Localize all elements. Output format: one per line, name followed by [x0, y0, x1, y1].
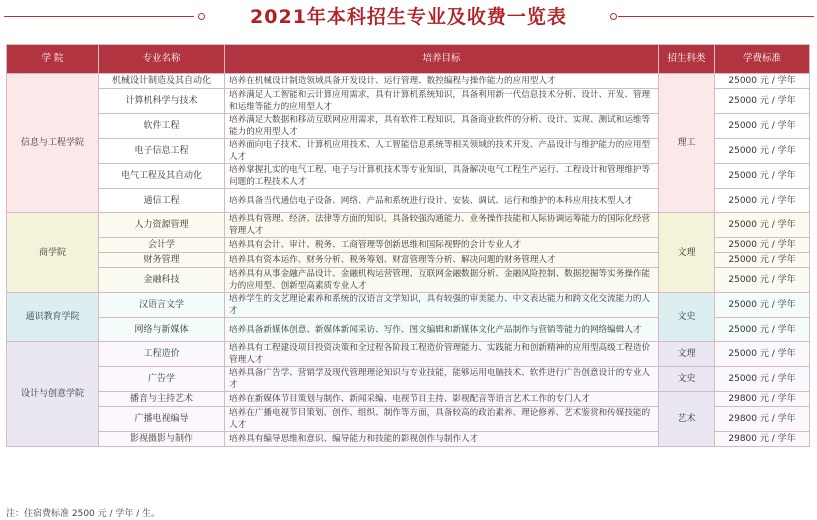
goal-cell: 培养具有管理、经济、法律等方面的知识，具备较强沟通能力、业务操作技能和人际协调运筹能力的国际化经营管理人才: [225, 213, 659, 238]
goal-cell: 培养具备新媒体创意、新媒体新闻采访、写作、图文编辑和新媒体文化产品制作与营销等能力的网络编辑人才: [225, 318, 659, 342]
fee-cell: 29800 元 / 学年: [715, 432, 810, 447]
fee-cell: 29800 元 / 学年: [715, 392, 810, 407]
college-cell: 设计与创意学院: [7, 342, 99, 447]
major-cell: 机械设计制造及其自动化: [99, 74, 225, 89]
fee-cell: 25000 元 / 学年: [715, 318, 810, 342]
fee-cell: 25000 元 / 学年: [715, 164, 810, 189]
table-row: [7, 367, 810, 392]
table-header-row: [7, 45, 810, 74]
goal-cell: 培养具备广告学、营销学及现代管理理论知识与专业技能，能够运用电脑技术、软件进行广告创意设计的专业人才: [225, 367, 659, 392]
fee-cell: 29800 元 / 学年: [715, 407, 810, 432]
goal-cell: 培养学生的文艺理论素养和系统的汉语言文学知识，具有较强的审美能力、中文表达能力和跨文化交流能力的人才: [225, 293, 659, 318]
major-cell: 会计学: [99, 238, 225, 253]
goal-cell: 培养具有会计、审计、税务、工商管理等创新思维和国际视野的会计专业人才: [225, 238, 659, 253]
goal-cell: 培养在新媒体节目策划与制作、新闻采编、电视节目主持、影视配音等语言艺术工作的专门人才: [225, 392, 659, 407]
fee-cell: 25000 元 / 学年: [715, 139, 810, 164]
goal-cell: 培养具有编导思维和意识、编导能力和技能的影视创作与制作人才: [225, 432, 659, 447]
header-category: 招生科类: [659, 45, 715, 74]
goal-cell: 培养面向电子技术、计算机应用技术、人工智能信息系统等相关领域的技术开发、产品设计与维护能力的应用型人才: [225, 139, 659, 164]
major-cell: 网络与新媒体: [99, 318, 225, 342]
major-cell: 电子信息工程: [99, 139, 225, 164]
college-cell: 商学院: [7, 213, 99, 293]
goal-cell: 培养具有资本运作、财务分析、税务筹划、财富管理等分析、解决问题的财务管理人才: [225, 253, 659, 268]
page-title: 2021年本科招生专业及收费一览表: [250, 6, 567, 28]
category-cell: 文史: [659, 367, 715, 392]
goal-cell: 培养掌握扎实的电气工程、电子与计算机技术等专业知识，具备解决电气工程生产运行、工程设计和管理维护等问题的工程技术人才: [225, 164, 659, 189]
goal-cell: 培养具有从事金融产品设计、金融机构运营管理、互联网金融数据分析、金融风险控制、数据挖掘等实务操作能力的应用型、创新型高素质专业人才: [225, 268, 659, 293]
category-cell: 理工: [659, 74, 715, 213]
fee-cell: 25000 元 / 学年: [715, 253, 810, 268]
major-cell: 广播电视编导: [99, 407, 225, 432]
fee-cell: 25000 元 / 学年: [715, 268, 810, 293]
college-cell: 信息与工程学院: [7, 74, 99, 213]
major-cell: 软件工程: [99, 114, 225, 139]
category-cell: 艺术: [659, 392, 715, 447]
college-cell: 通识教育学院: [7, 293, 99, 342]
table-row: [7, 293, 810, 318]
fee-cell: 25000 元 / 学年: [715, 74, 810, 89]
header-major: 专业名称: [99, 45, 225, 74]
category-cell: 文理: [659, 213, 715, 293]
title-bar: [0, 0, 817, 38]
header-fee: 学费标准: [715, 45, 810, 74]
major-cell: 广告学: [99, 367, 225, 392]
fee-cell: 25000 元 / 学年: [715, 293, 810, 318]
title-ornament-right: [610, 13, 617, 20]
major-cell: 影视摄影与制作: [99, 432, 225, 447]
goal-cell: 培养在机械设计制造领域具备开发设计、运行管理、数控编程与操作能力的应用型人才: [225, 74, 659, 89]
table-row: [7, 342, 810, 367]
major-cell: 播音与主持艺术: [99, 392, 225, 407]
major-cell: 财务管理: [99, 253, 225, 268]
goal-cell: 培养具备当代通信电子设备、网络、产品和系统进行设计、安装、调试、运行和维护的本科应用技术型人才: [225, 189, 659, 213]
fee-cell: 25000 元 / 学年: [715, 213, 810, 238]
table-row: [7, 213, 810, 238]
header-college: 学 院: [7, 45, 99, 74]
title-rule-right: [618, 16, 814, 17]
table-row: [7, 392, 810, 407]
major-cell: 人力资源管理: [99, 213, 225, 238]
major-cell: 电气工程及其自动化: [99, 164, 225, 189]
category-cell: 文理: [659, 342, 715, 367]
major-cell: 计算机科学与技术: [99, 89, 225, 114]
fee-cell: 25000 元 / 学年: [715, 114, 810, 139]
major-cell: 通信工程: [99, 189, 225, 213]
fee-cell: 25000 元 / 学年: [715, 342, 810, 367]
goal-cell: 培养满足人工智能和云计算应用需求，具有计算机系统知识，具备利用新一代信息技术分析、设计、开发、管理和运维等能力的应用型人才: [225, 89, 659, 114]
fee-cell: 25000 元 / 学年: [715, 89, 810, 114]
goal-cell: 培养满足大数据和移动互联网应用需求，具有软件工程知识，具备商业软件的分析、设计、实现、测试和运维等能力的应用型人才: [225, 114, 659, 139]
footnote: 注：住宿费标准 2500 元 / 学年 / 生。: [6, 509, 161, 519]
title-rule-left: [4, 16, 194, 17]
fee-cell: 25000 元 / 学年: [715, 367, 810, 392]
major-cell: 金融科技: [99, 268, 225, 293]
fee-table: [6, 44, 810, 447]
major-cell: 工程造价: [99, 342, 225, 367]
goal-cell: 培养在广播电视节目策划、创作、组织、制作等方面，具备较高的政治素养、理论修养、艺术鉴赏和传媒技能的人才: [225, 407, 659, 432]
fee-cell: 25000 元 / 学年: [715, 189, 810, 213]
header-goal: 培养目标: [225, 45, 659, 74]
category-cell: 文史: [659, 293, 715, 342]
goal-cell: 培养具有工程建设项目投资决策和全过程各阶段工程造价管理能力、实践能力和创新精神的应用型高级工程造价管理人才: [225, 342, 659, 367]
table-row: [7, 74, 810, 89]
fee-cell: 25000 元 / 学年: [715, 238, 810, 253]
major-cell: 汉语言文学: [99, 293, 225, 318]
